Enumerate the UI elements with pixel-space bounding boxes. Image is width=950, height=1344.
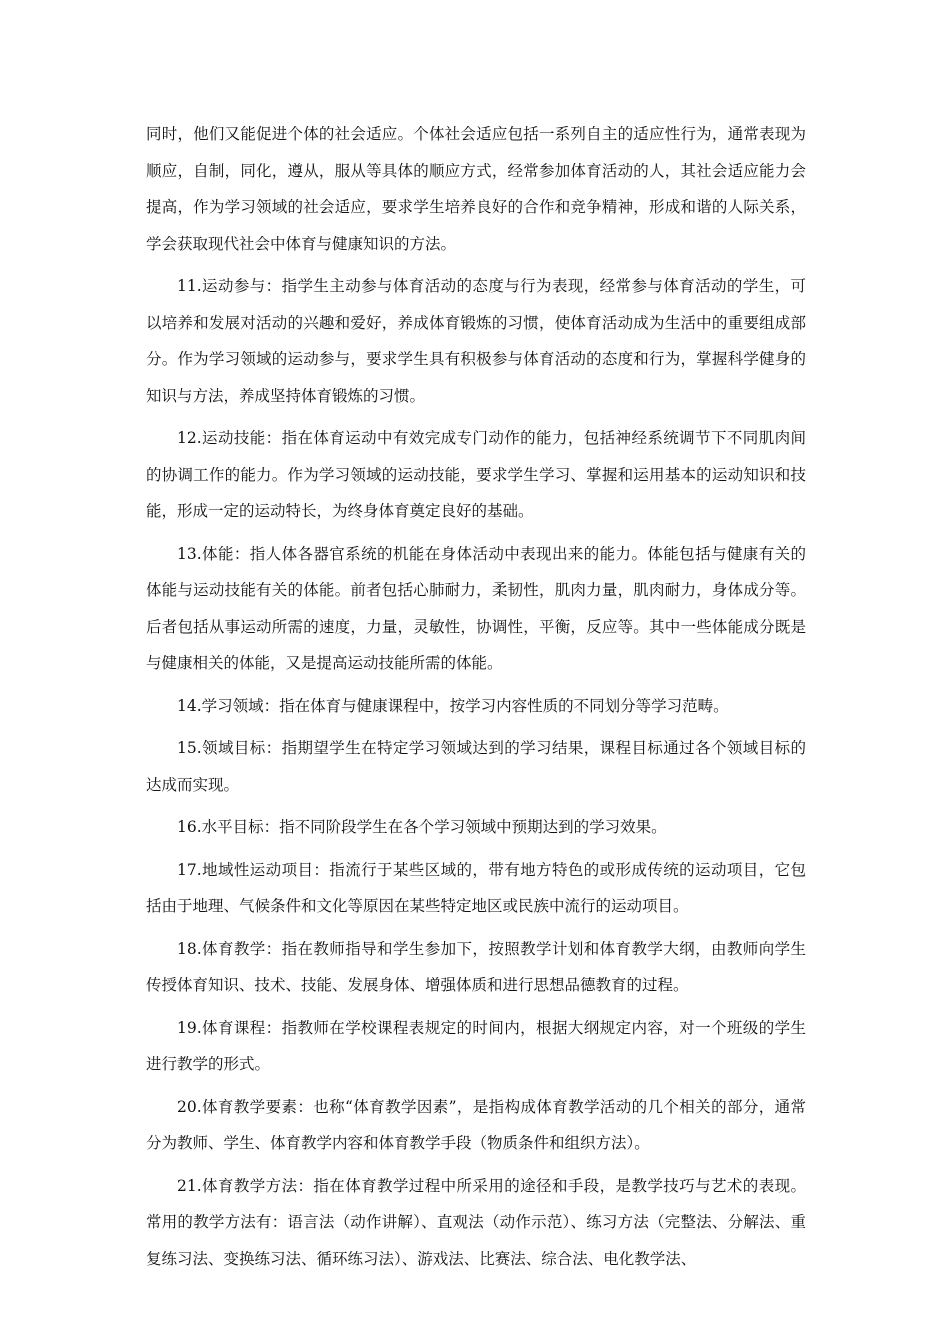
paragraph-17-regional-sports: 17.地域性运动项目：指流行于某些区域的，带有地方特色的或形成传统的运动项目，它包括由于地理、气候条件和文化等原因在某些特定地区或民族中流行的运动项目。 (146, 860, 806, 915)
document-body (146, 116, 806, 1277)
paragraph-12-motor-skills: 12.运动技能：指在体育运动中有效完成专门动作的能力，包括神经系统调节下不同肌肉间的协调工作的能力。作为学习领域的运动技能，要求学生学习、掌握和运用基本的运动知识和技能，形成一定的运动特长，为终身体育奠定良好的基础。 (146, 429, 806, 520)
paragraph-13-physical-fitness: 13.体能：指人体各器官系统的机能在身体活动中表现出来的能力。体能包括与健康有关的体能与运动技能有关的体能。前者包括心肺耐力，柔韧性，肌肉力量，肌肉耐力，身体成分等。后者包括从事运动所需的速度，力量，灵敏性，协调性，平衡，反应等。其中一些体能成分既是与健康相关的体能，又是提高运动技能所需的体能。 (146, 544, 806, 672)
paragraph-social-adaptation-continued: 同时，他们又能促进个体的社会适应。个体社会适应包括一系列自主的适应性行为，通常表现为顺应，自制，同化，遵从，服从等具体的顺应方式，经常参加体育活动的人，其社会适应能力会提高，作为学习领域的社会适应，要求学生培养良好的合作和竞争精神，形成和谐的人际关系，学会获取现代社会中体育与健康知识的方法。 (146, 125, 806, 253)
paragraph-15-domain-goals: 15.领域目标：指期望学生在特定学习领域达到的学习结果，课程目标通过各个领域目标的达成而实现。 (146, 739, 806, 794)
paragraph-18-pe-teaching: 18.体育教学：指在教师指导和学生参加下，按照教学计划和体育教学大纲，由教师向学生传授体育知识、技术、技能、发展身体、增强体质和进行思想品德教育的过程。 (146, 939, 806, 994)
paragraph-20-teaching-elements: 20.体育教学要素：也称“体育教学因素”，是指构成体育教学活动的几个相关的部分，通常分为教师、学生、体育教学内容和体育教学手段（物质条件和组织方法）。 (146, 1097, 806, 1152)
paragraph-14-learning-domain: 14.学习领域：指在体育与健康课程中，按学习内容性质的不同划分等学习范畴。 (177, 696, 729, 715)
paragraph-16-level-goals: 16.水平目标：指不同阶段学生在各个学习领域中预期达到的学习效果。 (177, 818, 667, 836)
paragraph-19-pe-class: 19.体育课程：指教师在学校课程表规定的时间内，根据大纲规定内容，对一个班级的学生进行教学的形式。 (146, 1018, 806, 1073)
paragraph-21-teaching-methods: 21.体育教学方法：指在体育教学过程中所采用的途径和手段，是教学技巧与艺术的表现。常用的教学方法有：语言法（动作讲解）、直观法（动作示范）、练习方法（完整法、分解法、重复练习法、变换练习法、循环练习法）、游戏法、比赛法、综合法、电化教学法、 (146, 1176, 806, 1268)
paragraph-11-sports-participation: 11.运动参与：指学生主动参与体育活动的态度与行为表现，经常参与体育活动的学生，可以培养和发展对活动的兴趣和爱好，养成体育锻炼的习惯，使体育活动成为生活中的重要组成部分。作为学习领域的运动参与，要求学生具有积极参与体育活动的态度和行为，掌握科学健身的知识与方法，养成坚持体育锻炼的习惯。 (146, 277, 806, 405)
